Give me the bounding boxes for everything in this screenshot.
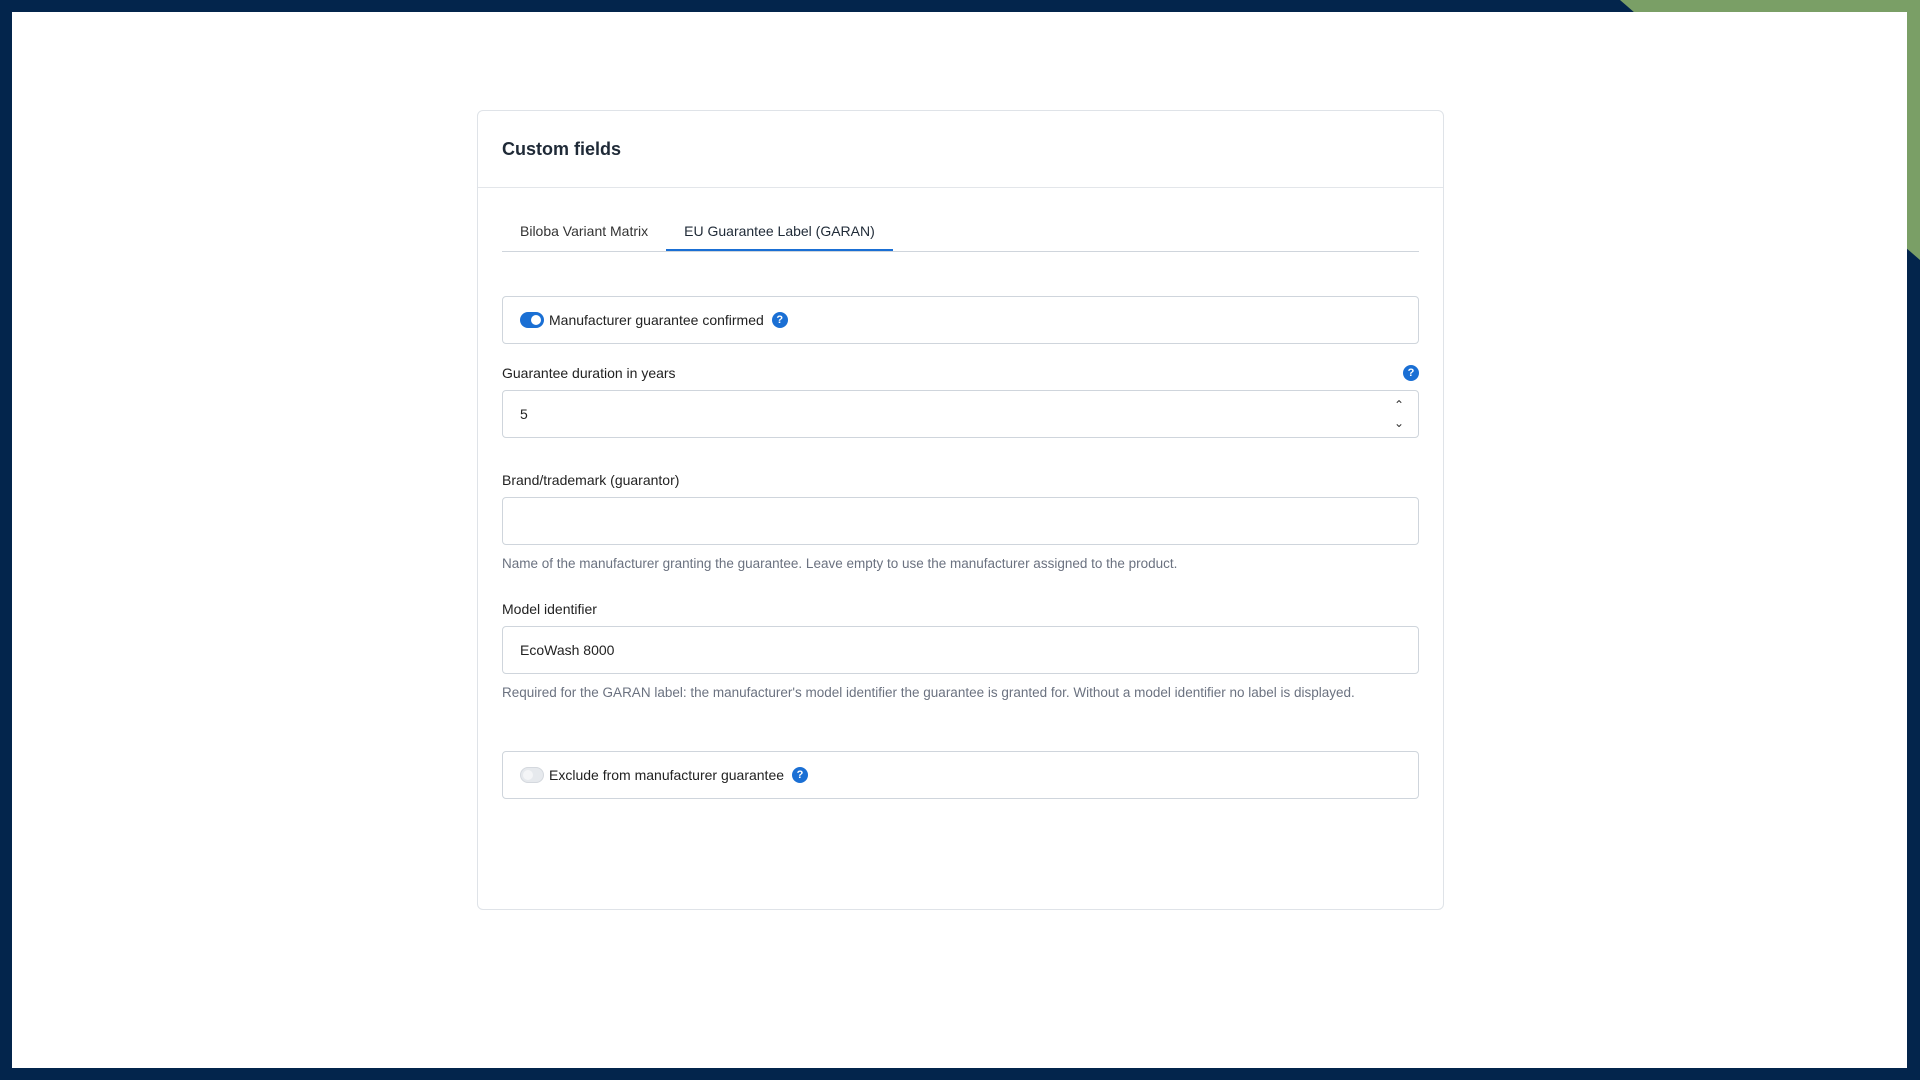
- help-icon[interactable]: ?: [772, 312, 788, 328]
- brand-label-row: [502, 472, 1419, 488]
- tab-bar: [502, 212, 1419, 252]
- duration-stepper: [1394, 397, 1404, 431]
- card-header: [478, 111, 1443, 188]
- duration-value: 5: [520, 406, 528, 422]
- exclude-guarantee-toggle[interactable]: [520, 767, 544, 783]
- card-title: Custom fields: [502, 138, 622, 159]
- duration-label-row: [502, 365, 1419, 381]
- help-icon[interactable]: ?: [1403, 365, 1419, 381]
- model-value: EcoWash 8000: [520, 642, 615, 658]
- exclude-guarantee-row: [502, 751, 1419, 799]
- toggle-knob: [531, 315, 541, 325]
- duration-input[interactable]: [502, 390, 1419, 438]
- toggle-knob: [523, 770, 533, 780]
- page-canvas: [12, 12, 1907, 1068]
- card-body: [478, 188, 1443, 799]
- guarantee-confirmed-label: Manufacturer guarantee confirmed: [549, 312, 764, 328]
- brand-input[interactable]: [502, 497, 1419, 545]
- model-input[interactable]: [502, 626, 1419, 674]
- guarantee-confirmed-toggle[interactable]: [520, 312, 544, 328]
- tab-biloba-variant-matrix[interactable]: Biloba Variant Matrix: [520, 223, 649, 239]
- exclude-guarantee-label: Exclude from manufacturer guarantee: [549, 767, 785, 783]
- help-icon[interactable]: ?: [792, 767, 808, 783]
- model-label: Model identifier: [502, 601, 597, 617]
- brand-label: Brand/trademark (guarantor): [502, 472, 680, 488]
- model-label-row: [502, 601, 1419, 617]
- guarantee-confirmed-row: [502, 296, 1419, 344]
- model-hint: Required for the GARAN label: the manufacturer's model identifier the guarantee is granted for. Without a model identifier no label is displayed.: [502, 685, 1355, 700]
- duration-label: Guarantee duration in years: [502, 365, 676, 381]
- tab-eu-guarantee-label[interactable]: EU Guarantee Label (GARAN): [666, 212, 893, 251]
- chevron-up-icon[interactable]: ⌃: [1393, 398, 1404, 412]
- custom-fields-card: [477, 110, 1444, 910]
- brand-hint: Name of the manufacturer granting the guarantee. Leave empty to use the manufacturer assigned to the product.: [502, 556, 1178, 571]
- chevron-down-icon[interactable]: ⌄: [1393, 416, 1404, 430]
